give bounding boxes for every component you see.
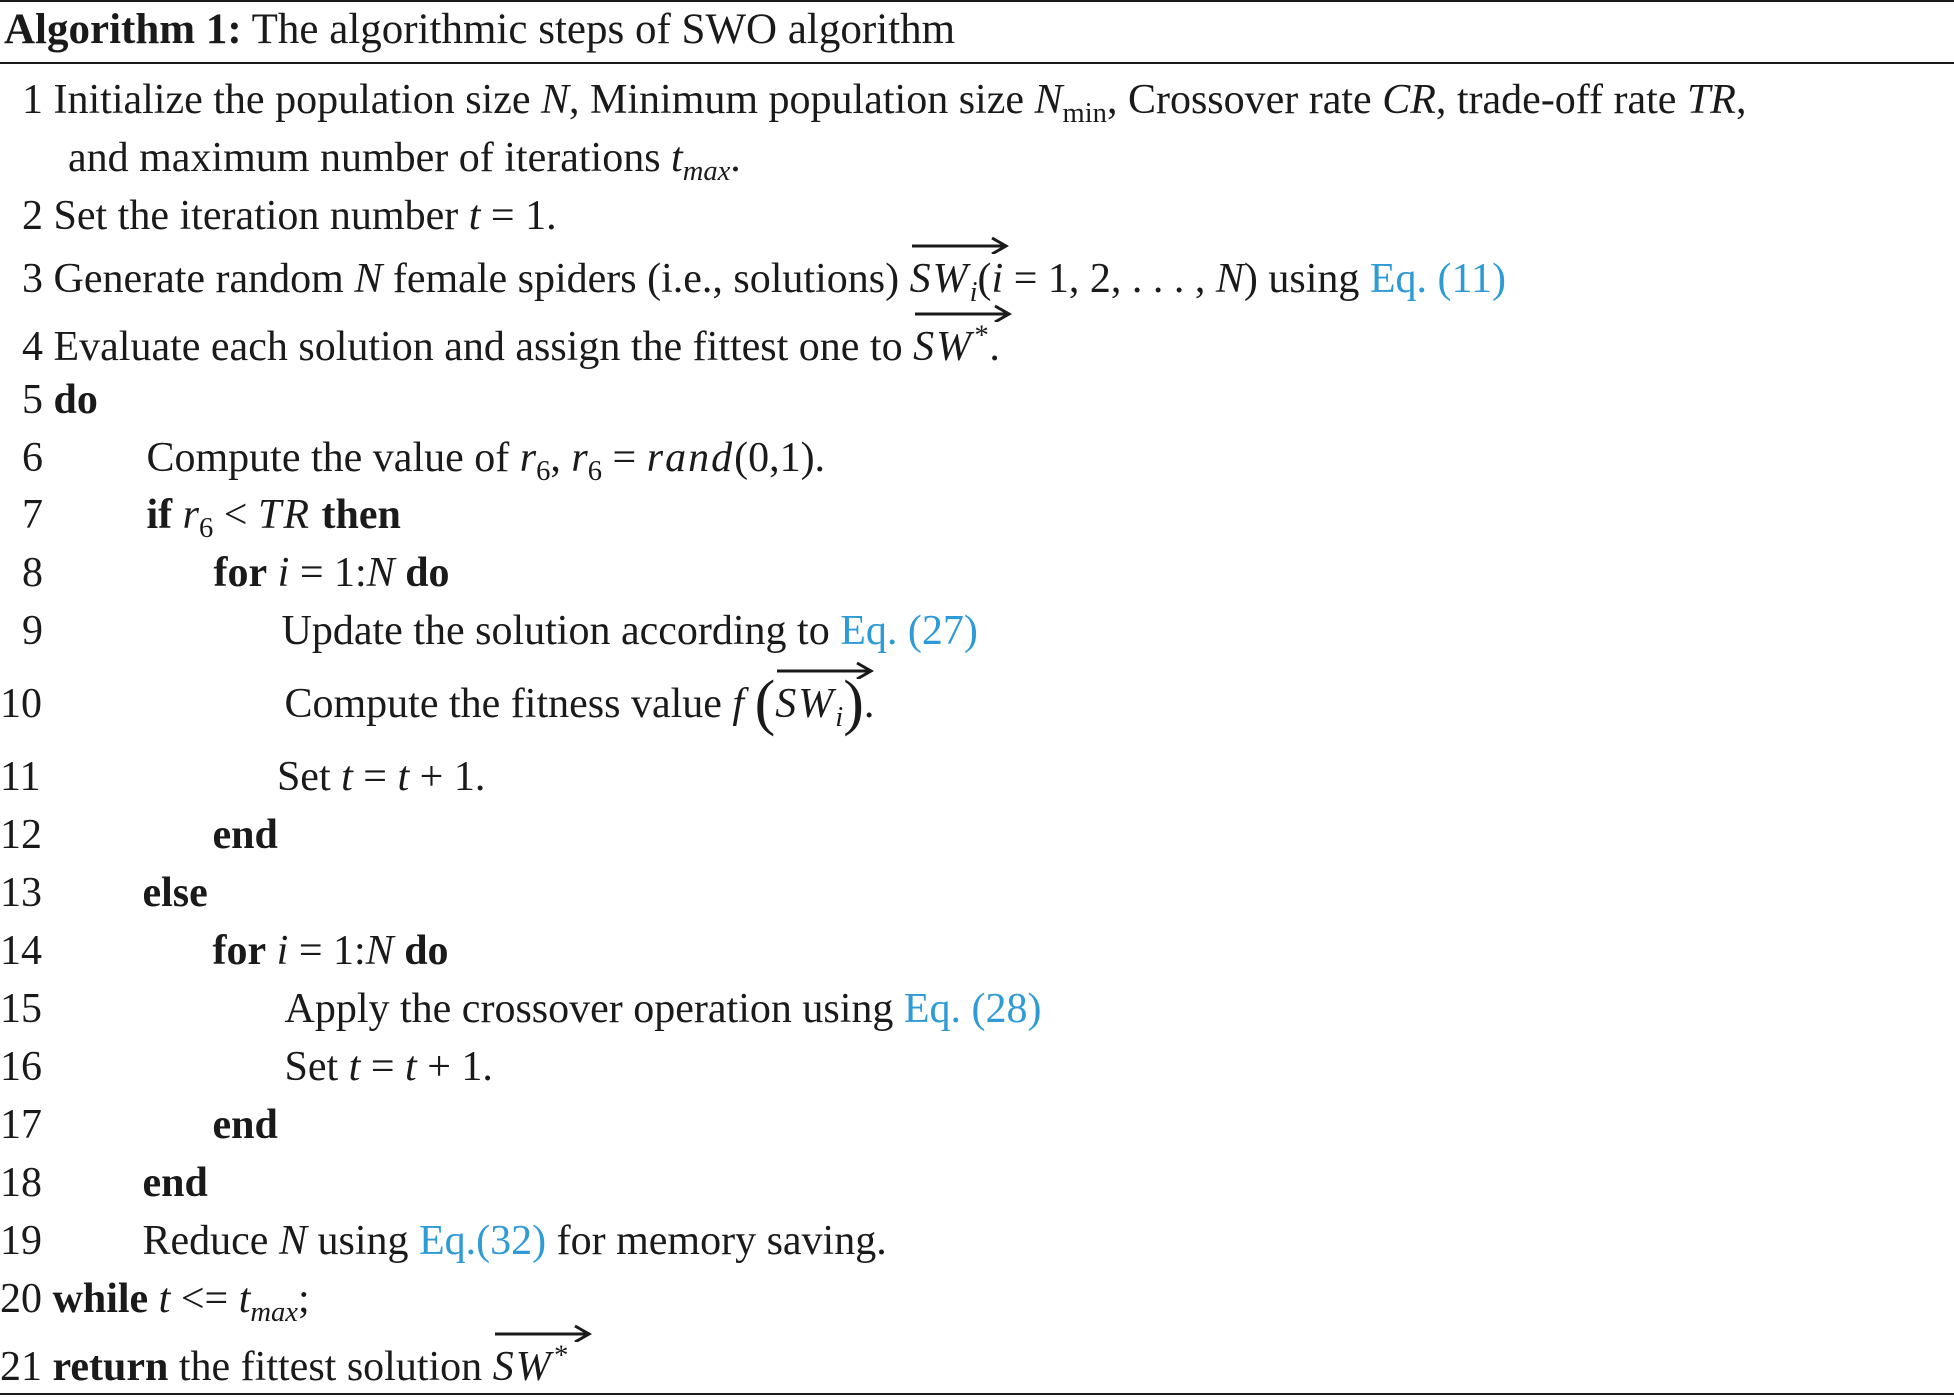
algo-line-21: 21 return the fittest solution SW* [0, 1336, 569, 1392]
line-number: 3 [22, 256, 43, 302]
line-number: 1 [22, 77, 43, 123]
algo-line-17: 17 end [0, 1102, 278, 1148]
algo-line-14: 14 for i = 1:N do [0, 928, 449, 974]
algo-line-7: 7 if $r_6$ < TR then [22, 492, 401, 545]
algo-line-9: 9 Update the solution according to Eq. (27) [22, 608, 978, 654]
line-number: 19 [0, 1218, 42, 1264]
vector-arrow-icon [910, 234, 1010, 254]
eq-28-link[interactable]: Eq. (28) [903, 986, 1042, 1032]
algo-line-2: 2 Set the iteration number t = 1. [22, 193, 557, 239]
bottom-rule [0, 1393, 1954, 1395]
algo-line-11: 11 Set t = t + 1. [0, 754, 486, 800]
vector-arrow-icon [913, 302, 1013, 322]
line-number: 13 [0, 870, 42, 916]
algo-line-16: 16 Set t = t + 1. [0, 1044, 493, 1090]
algorithm-caption [4, 6, 955, 54]
caption-title: The algorithmic steps of SWO algorithm [251, 6, 956, 53]
vector-arrow-icon [775, 659, 875, 679]
vector-arrow-icon [493, 1322, 593, 1342]
line-number: 6 [22, 435, 43, 481]
line-number: 14 [0, 928, 42, 974]
vector-sw: SW [910, 248, 970, 304]
line-number: 10 [0, 681, 42, 727]
line-number: 21 [0, 1344, 42, 1390]
algo-line-12: 12 end [0, 812, 278, 858]
line-number: 17 [0, 1102, 42, 1148]
line-number: 2 [22, 193, 43, 239]
line-number: 9 [22, 608, 43, 654]
algo-line-5: 5 do [22, 377, 98, 423]
line-number: 20 [0, 1276, 42, 1322]
line-number: 12 [0, 812, 42, 858]
vector-sw-star: SW* [913, 316, 989, 372]
caption-rule [0, 62, 1954, 64]
line-number: 5 [22, 377, 43, 423]
eq-11-link[interactable]: Eq. (11) [1369, 256, 1506, 302]
algo-line-1: 1 Initialize the population size N, Minimum population size $N_{min}$, Crossover rate CR, trade-off rate TR, [22, 77, 1747, 130]
algo-line-8: 8 for i = 1:N do [22, 550, 450, 596]
algo-line-20: 20 while $t <= t_{max}$; [0, 1276, 310, 1329]
eq-32-link[interactable]: Eq.(32) [418, 1218, 547, 1264]
algo-line-10: 10 Compute the fitness value f ( $SW_i$). [0, 673, 874, 729]
line-number: 7 [22, 492, 43, 538]
algo-line-19: 19 Reduce N using Eq.(32) for memory saving. [0, 1218, 887, 1264]
line-number: 15 [0, 986, 42, 1032]
algo-line-1-cont: and maximum number of iterations $t_{max}$. [68, 135, 741, 188]
vector-sw-i: SW [775, 673, 835, 729]
algo-line-18: 18 end [0, 1160, 208, 1206]
algo-line-4: 4 Evaluate each solution and assign the fittest one to SW*. [22, 316, 1000, 372]
line-number: 18 [0, 1160, 42, 1206]
algo-line-13: 13 else [0, 870, 208, 916]
line-number: 11 [0, 754, 41, 800]
line-number: 16 [0, 1044, 42, 1090]
algo-line-6: 6 Compute the value of $r_6$, $r_6$ = rand(0,1). [22, 435, 826, 488]
caption-label: Algorithm 1: [4, 6, 242, 53]
line-number: 8 [22, 550, 43, 596]
top-rule [0, 0, 1954, 2]
algo-line-15: 15 Apply the crossover operation using Eq. (28) [0, 986, 1042, 1032]
algo-line-3: 3 Generate random N female spiders (i.e., solutions) $SW_i(i = 1$, 2, . . . , N) using Eq. (11) [22, 248, 1506, 304]
line-number: 4 [22, 324, 43, 370]
eq-27-link[interactable]: Eq. (27) [840, 608, 978, 654]
vector-sw-star: SW* [493, 1336, 569, 1392]
